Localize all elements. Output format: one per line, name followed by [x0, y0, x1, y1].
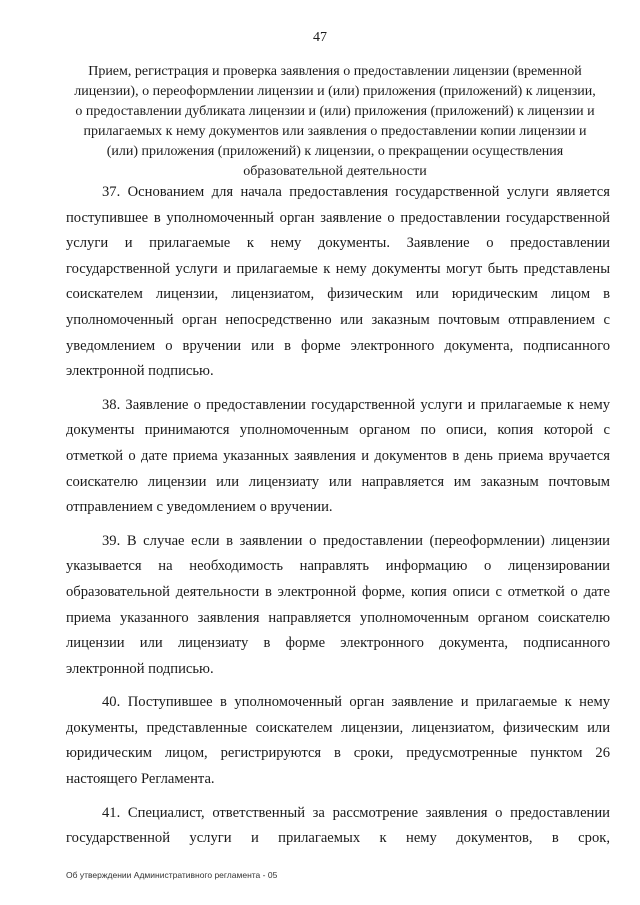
- paragraph-41: 41. Специалист, ответственный за рассмотрение заявления о предоставлении государственной услуги и прилагаемых к нему документов, в срок,: [66, 804, 610, 847]
- paragraph-40: 40. Поступившее в уполномоченный орган заявление и прилагаемые к нему документы, представленные соискателем лицензии, лицензиатом, физическим или юридическим лицом, регистрируются в сроки, предусмотренные пунктом 26 настоящего Регламента.: [66, 694, 610, 788]
- page-footer: Об утверждении Административного регламента - 05: [66, 870, 278, 880]
- paragraph-37: 37. Основанием для начала предоставления государственной услуги является поступившее в уполномоченный орган заявление о предоставлении государственной услуги и прилагаемые к нему документы. Заявление о предоставлении государственной услуги и прилагаемые к нему документы могут быть представлены соискателем лицензии, лицензиатом, физическим или юридическим лицом в уполномоченный орган непосредственно или заказным почтовым отправлением с уведомлением о вручении или в форме электронного документа, подписанного электронной подписью.: [66, 184, 610, 380]
- document-body: [66, 180, 610, 860]
- section-heading: Прием, регистрация и проверка заявления о предоставлении лицензии (временной лицензии), о переоформлении лицензии и (или) приложения (приложений) к лицензии, о предоставлении дубликата лицензии и (или) приложения (приложений) к лицензии и прилагаемых к нему документов или заявления о предоставлении копии лицензии и (или) приложения (приложений) к лицензии, о прекращении осуществления образовательной деятельности: [74, 64, 596, 179]
- page-number: 47: [313, 30, 327, 45]
- paragraph-38: 38. Заявление о предоставлении государственной услуги и прилагаемые к нему документы принимаются уполномоченным органом по описи, копия которой с отметкой о дате приема указанных заявления и документов в день приема вручается соискателю лицензии или лицензиату или направляется им заказным почтовым отправлением с уведомлением о вручении.: [66, 396, 610, 516]
- paragraph-39: 39. В случае если в заявлении о предоставлении (переоформлении) лицензии указывается на необходимость направлять информацию о лицензировании образовательной деятельности в электронной форме, копия описи с отметкой о дате приема указанного заявления направляется уполномоченным органом соискателю лицензии или лицензиату в форме электронного документа, подписанного электронной подписью.: [66, 532, 610, 677]
